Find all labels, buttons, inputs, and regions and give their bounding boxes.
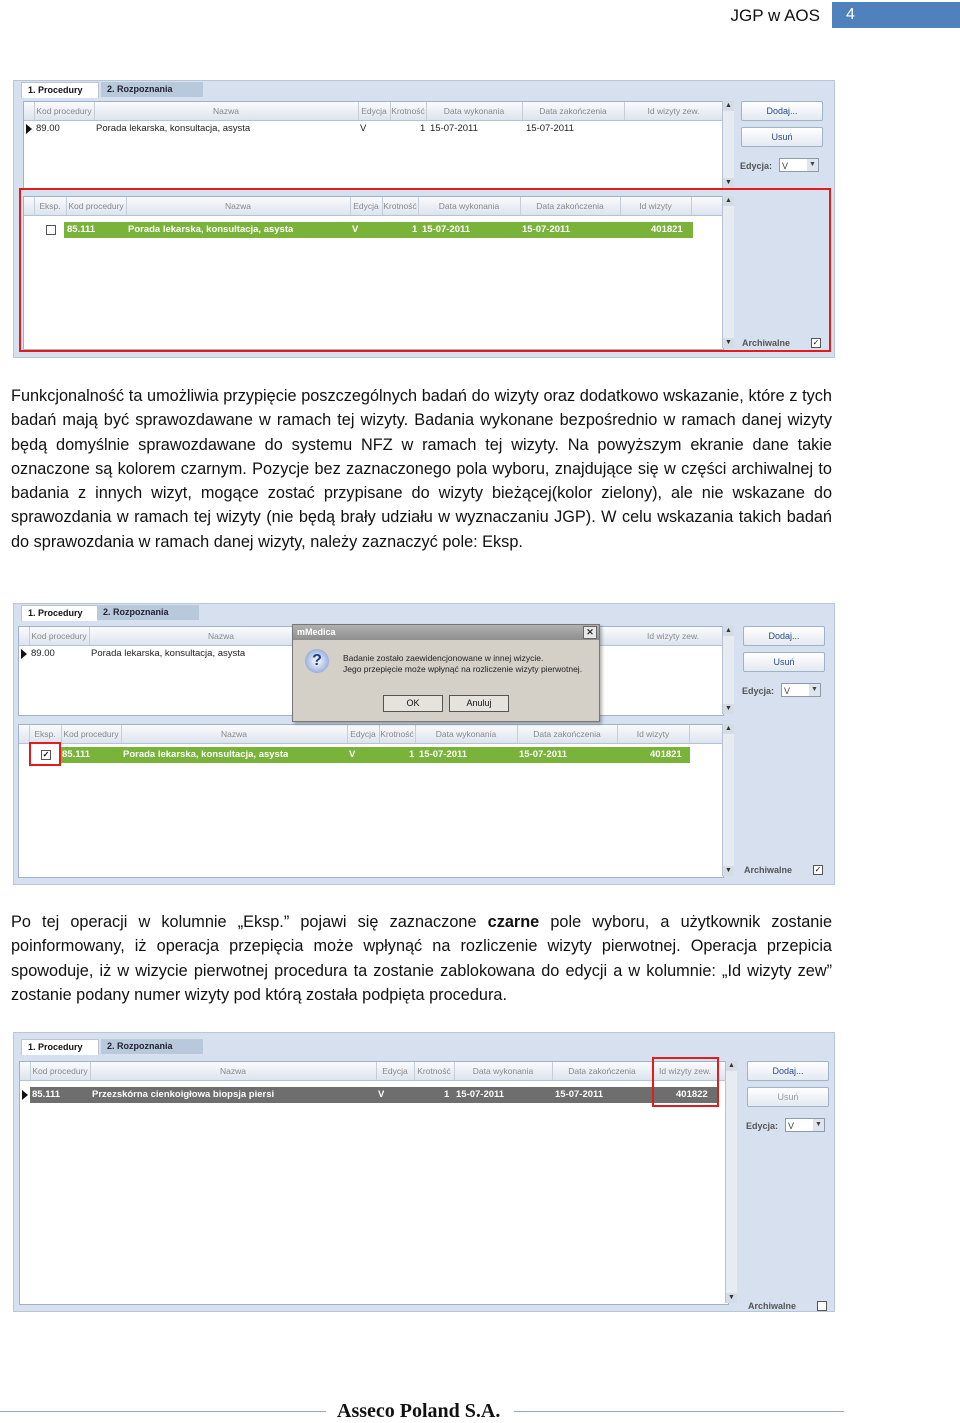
row-indicator-icon xyxy=(26,124,32,134)
archive-checkbox[interactable]: ✓ xyxy=(812,338,820,347)
paragraph-2: Po tej operacji w kolumnie „Eksp.” pojawi się zaznaczone czarne pole wyboru, a użytkownik zostanie poinformowany, iż operacja przepięcia może wpłynąć na rozliczenie wizyty pierwotnej. Operacja przepicia spowoduje, iż w wizycie pierwotnej procedura ta zostanie zablokowana do edycji a w kolumnie: „Id wizyty zew” zostanie podany numer wizyty pod którą została podpięta procedura. xyxy=(11,913,832,1004)
ok-button[interactable]: OK xyxy=(383,695,443,712)
col-data-zakonczenia[interactable]: Data zakończenia xyxy=(520,197,621,215)
edycja-label: Edycja: xyxy=(740,161,773,171)
footer-divider-left xyxy=(0,1411,326,1412)
highlight-box xyxy=(19,188,831,352)
row-indicator-icon xyxy=(21,649,27,659)
scroll-down-icon[interactable]: ▼ xyxy=(726,1293,737,1303)
archive-label: Archiwalne xyxy=(748,1301,797,1311)
scroll-up-icon[interactable]: ▲ xyxy=(723,196,734,206)
chevron-down-icon: ▼ xyxy=(813,1119,824,1131)
scroll-down-icon[interactable]: ▼ xyxy=(723,338,734,348)
archive-grid xyxy=(18,724,724,878)
col-nazwa[interactable]: Nazwa xyxy=(90,1062,377,1080)
footer-divider-right xyxy=(514,1411,844,1412)
scroll-up-icon[interactable]: ▲ xyxy=(723,724,734,734)
grid-header xyxy=(20,1062,728,1081)
add-button[interactable]: Dodaj... xyxy=(741,101,823,121)
scroll-down-icon[interactable]: ▼ xyxy=(723,704,734,714)
screenshot-2 xyxy=(13,603,835,885)
archive-grid-scrollbar[interactable] xyxy=(722,724,734,876)
dialog-titlebar: mMedica ✕ xyxy=(293,625,599,640)
remove-button[interactable]: Usuń xyxy=(747,1087,829,1107)
chevron-down-icon: ▼ xyxy=(809,684,820,696)
cancel-button[interactable]: Anuluj xyxy=(449,695,509,712)
page-number: 4 xyxy=(832,2,960,28)
header-title: JGP w AOS xyxy=(730,6,820,25)
col-eksp[interactable]: Eksp. xyxy=(34,197,67,215)
col-data-zakonczenia[interactable]: Data zakończenia xyxy=(517,725,618,743)
tab-procedury[interactable]: 1. Procedury xyxy=(21,82,99,98)
archive-label: Archiwalne xyxy=(744,865,793,875)
col-krotnosc[interactable]: Krotność xyxy=(379,725,416,743)
scroll-up-icon[interactable]: ▲ xyxy=(723,101,734,111)
col-data-wykonania[interactable]: Data wykonania xyxy=(426,102,523,120)
edycja-select[interactable]: V ▼ xyxy=(781,683,821,697)
col-edycja[interactable]: Edycja xyxy=(358,102,391,120)
col-id-wizyty[interactable]: Id wizyty xyxy=(620,197,692,215)
table-row[interactable]: 89.00 Porada lekarska, konsultacja, asysta xyxy=(19,646,619,662)
tab-rozpoznania[interactable]: 2. Rozpoznania xyxy=(101,82,203,97)
col-kod[interactable]: Kod procedury xyxy=(34,102,95,120)
edycja-label: Edycja: xyxy=(746,1121,779,1131)
grid-header xyxy=(24,102,723,121)
dialog-message: Badanie zostało zaewidencjonowane w innej wizycie. Jego przepięcie może wpłynąć na rozliczenie wizyty pierwotnej. xyxy=(343,653,583,674)
grid-scrollbar[interactable] xyxy=(725,1061,737,1303)
grid-header xyxy=(19,725,723,744)
edycja-select[interactable]: V ▼ xyxy=(779,158,819,172)
procedures-grid xyxy=(19,1061,729,1305)
row-indicator-icon xyxy=(22,1090,28,1100)
question-icon: ? xyxy=(305,649,329,673)
col-krotnosc[interactable]: Krotność xyxy=(382,197,419,215)
top-grid-scrollbar[interactable] xyxy=(722,626,734,714)
col-data-zakonczenia[interactable]: Data zakończenia xyxy=(552,1062,653,1080)
table-row[interactable]: 85.111 Przezskórna cienkoigłowa biopsja piersi V 1 15-07-2011 15-07-2011 401822 xyxy=(20,1087,718,1103)
col-nazwa[interactable]: Nazwa xyxy=(94,102,359,120)
scroll-up-icon[interactable]: ▲ xyxy=(726,1061,737,1071)
table-row[interactable]: 85.111 Porada lekarska, konsultacja, asysta V 1 15-07-2011 15-07-2011 401821 xyxy=(24,222,693,238)
screenshot-3 xyxy=(13,1032,835,1312)
screenshot-1 xyxy=(13,80,835,358)
col-edycja[interactable]: Edycja xyxy=(350,197,383,215)
table-row[interactable]: 89.00 Porada lekarska, konsultacja, asysta V 1 15-07-2011 15-07-2011 xyxy=(24,121,624,137)
chevron-down-icon: ▼ xyxy=(807,159,818,171)
col-eksp[interactable]: Eksp. xyxy=(29,725,62,743)
col-data-wykonania[interactable]: Data wykonania xyxy=(454,1062,553,1080)
table-row[interactable]: ✓ 85.111 Porada lekarska, konsultacja, asysta V 1 15-07-2011 15-07-2011 401821 xyxy=(19,747,690,763)
col-nazwa[interactable]: Nazwa xyxy=(121,725,348,743)
paragraph-1: Funkcjonalność ta umożliwia przypięcie poszczególnych badań do wizyty oraz dodatkowo wskazanie, które z tych badań mają być sprawozdawane w ramach tej wizyty. Badania wykonane bezpośrednio w ramach danej wizyty będą domyślnie sprawozdawane do systemu NFZ w ramach tej wizyty. Na powyższym ekranie dane takie oznaczone są kolorem czarnym. Pozycje bez zaznaczonego pola wyboru, znajdujące się w części archiwalnej to badania z innych wizyt, mogące zostać przypisane do wizyty bieżącej(kolor zielony), ale nie wskazane do sprawozdania w ramach tej wizyty (nie będą brały udziału w wyznaczaniu JGP). W celu wskazania takich badań do sprawozdania w ramach danej wizyty, należy zaznaczyć pole: Eksp. xyxy=(11,387,832,551)
col-id-wizyty-zew[interactable]: Id wizyty zew. xyxy=(624,102,724,120)
col-id-wizyty-zew[interactable]: Id wizyty zew. xyxy=(623,627,724,645)
col-kod[interactable]: Kod procedury xyxy=(29,627,90,645)
col-kod[interactable]: Kod procedury xyxy=(66,197,127,215)
add-button[interactable]: Dodaj... xyxy=(747,1061,829,1081)
col-nazwa[interactable]: Nazwa xyxy=(126,197,351,215)
col-krotnosc[interactable]: Krotność xyxy=(414,1062,455,1080)
col-krotnosc[interactable]: Krotność xyxy=(390,102,427,120)
highlight-box xyxy=(29,742,61,766)
top-grid-scrollbar[interactable] xyxy=(722,101,734,188)
col-kod[interactable]: Kod procedury xyxy=(61,725,122,743)
tab-procedury[interactable]: 1. Procedury xyxy=(21,605,99,621)
footer-company: Asseco Poland S.A. xyxy=(337,1400,501,1422)
archive-checkbox[interactable]: ✓ xyxy=(814,865,822,874)
eksp-checkbox[interactable]: ✓ xyxy=(42,750,50,759)
scroll-down-icon[interactable]: ▼ xyxy=(723,866,734,876)
remove-button[interactable]: Usuń xyxy=(743,652,825,672)
col-data-zakonczenia[interactable]: Data zakończenia xyxy=(522,102,625,120)
tab-rozpoznania[interactable]: 2. Rozpoznania xyxy=(97,605,199,620)
edycja-label: Edycja: xyxy=(742,686,775,696)
scroll-up-icon[interactable]: ▲ xyxy=(723,626,734,636)
col-edycja[interactable]: Edycja xyxy=(376,1062,415,1080)
add-button[interactable]: Dodaj... xyxy=(743,626,825,646)
scroll-down-icon[interactable]: ▼ xyxy=(723,178,734,188)
col-edycja[interactable]: Edycja xyxy=(347,725,380,743)
procedures-grid xyxy=(23,101,724,190)
emphasis-czarne: czarne xyxy=(487,913,540,931)
col-data-wykonania[interactable]: Data wykonania xyxy=(415,725,518,743)
col-data-wykonania[interactable]: Data wykonania xyxy=(418,197,521,215)
tab-procedury[interactable]: 1. Procedury xyxy=(21,1039,99,1055)
archive-label: Archiwalne xyxy=(742,338,791,348)
col-nazwa[interactable]: Nazwa xyxy=(89,627,354,645)
tab-rozpoznania[interactable]: 2. Rozpoznania xyxy=(101,1039,203,1054)
col-id-wizyty-zew[interactable]: Id wizyty zew. xyxy=(652,1062,719,1080)
col-id-wizyty[interactable]: Id wizyty xyxy=(617,725,690,743)
confirm-dialog xyxy=(292,624,600,722)
highlight-box xyxy=(652,1057,719,1107)
col-kod[interactable]: Kod procedury xyxy=(30,1062,91,1080)
remove-button[interactable]: Usuń xyxy=(741,127,823,147)
close-icon[interactable]: ✕ xyxy=(583,626,597,639)
edycja-select[interactable]: V ▼ xyxy=(785,1118,825,1132)
archive-checkbox[interactable] xyxy=(817,1301,827,1311)
